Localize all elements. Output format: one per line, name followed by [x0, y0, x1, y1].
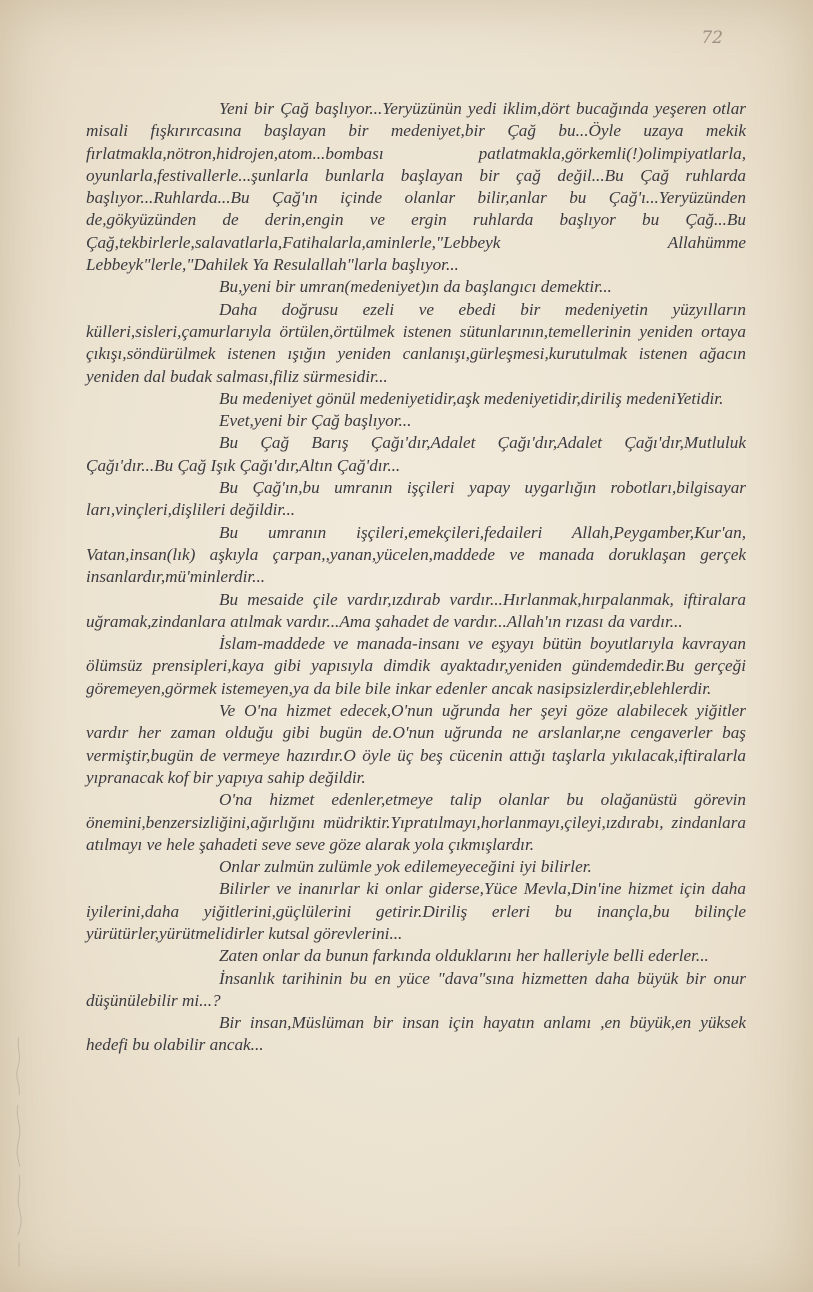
- body-text: [86, 98, 746, 1057]
- paragraph: Bu Çağ'ın,bu umranın işçileri yapay uygarlığın robotları,bilgisayar ları,vinçleri,dişlileri değildir...: [86, 478, 746, 520]
- paragraph: Bir insan,Müslüman bir insan için hayatın anlamı ,en büyük,en yüksek hedefi bu olabilir ancak...: [86, 1013, 746, 1055]
- paragraph: Ve O'na hizmet edecek,O'nun uğrunda her şeyi göze alabilecek yiğitler vardır her zaman olduğu gibi bugün de.O'nun uğrunda ne arslanlar,ne cengaverler baş vermiştir,bugün de vermeye hazırdır.O öyle üç beş cücenin attığı taşlarla yıkılacak,iftiralarla yıpranacak kof bir yapıya sahip değildir.: [86, 701, 746, 787]
- paragraph: Bu mesaide çile vardır,ızdırab vardır...Hırlanmak,hırpalanmak, iftiralara uğramak,zindanlara atılmak vardır...Ama şahadet de vardır...Allah'ın rızası da vardır...: [86, 589, 746, 631]
- margin-scribble: [10, 1035, 28, 1270]
- page-number: 72: [701, 28, 723, 48]
- paragraph: O'na hizmet edenler,etmeye talip olanlar bu olağanüstü görevin önemini,benzersizliğini,ağırlığını müdriktir.Yıpratılmayı,horlanmayı,çileyi,ızdırabı, zindanlara atılmayı ve hele şahadeti seve seve göze alarak yola çıkmışlardır.: [86, 790, 746, 854]
- paragraph: Bu medeniyet gönül medeniyetidir,aşk medeniyetidir,diriliş medeniYetidir.: [219, 388, 724, 408]
- paragraph: Bu Çağ Barış Çağı'dır,Adalet Çağı'dır,Adalet Çağı'dır,Mutluluk Çağı'dır...Bu Çağ Işık Çağı'dır,Altın Çağ'dır...: [86, 433, 746, 475]
- paragraph: İslam-maddede ve manada-insanı ve eşyayı bütün boyutlarıyla kavrayan ölümsüz prensipleri,kaya gibi yapısıyla dimdik ayaktadır,yeniden gündemdedir.Bu gerçeği göremeyen,görmek istemeyen,ya da bile bile inkar edenler ancak nasipsizlerdir,eblehlerdir.: [86, 634, 746, 698]
- paragraph: Bu,yeni bir umran(medeniyet)ın da başlangıcı demektir...: [219, 277, 612, 297]
- paragraph: Onlar zulmün zulümle yok edilemeyeceğini iyi bilirler.: [219, 857, 592, 877]
- paragraph: Bu umranın işçileri,emekçileri,fedaileri Allah,Peygamber,Kur'an, Vatan,insan(lık) aşkıyla çarpan,,yanan,yücelen,maddede ve manada doruklaşan gerçek insanlardır,mü'minlerdir...: [86, 522, 746, 587]
- paragraph: Daha doğrusu ezeli ve ebedi bir medeniyetin yüzyılların külleri,sisleri,çamurlarıyla örtülen,örtülmek istenen sütunlarının,temellerinin yeniden ortaya çıkışı,söndürülmek istenen ışığın yeniden canlanışı,gürleşmesi,kurutulmak istenen ağacın yeniden dal budak salması,filiz sürmesidir...: [86, 299, 746, 386]
- paragraph: Zaten onlar da bunun farkında olduklarını her halleriyle belli ederler...: [219, 946, 709, 966]
- paragraph: İnsanlık tarihinin bu en yüce "dava"sına hizmetten daha büyük bir onur düşünülebilir mi...?: [86, 968, 746, 1010]
- paragraph: Yeni bir Çağ başlıyor...Yeryüzünün yedi iklim,dört bucağında yeşeren otlar misali fışkırırcasına başlayan bir medeniyet,bir Çağ bu...Öyle uzaya mekik fırlatmakla,nötron,hidrojen,atom...bombası patlatmakla,görkemli(!)olimpiyatlarla, oyunlarla,festivallerle...şunlarla bunlarla başlayan bir çağ değil...Bu Çağ ruhlarda başlıyor...Ruhlarda...Bu Çağ'ın içinde olanlar bilir,anlar bu Çağ'ı...Yeryüzünden de,gökyüzünden de derin,engin ve ergin ruhlarda başlıyor bu Çağ...Bu Çağ,tekbirlerle,salavatlarla,Fatihalarla,aminlerle,"Lebbeyk Allahümme Lebbeyk"lerle,"Dahilek Ya Resulallah"larla başlıyor...: [86, 99, 746, 275]
- paragraph: Bilirler ve inanırlar ki onlar giderse,Yüce Mevla,Din'ine hizmet için daha iyilerini,daha yiğitlerini,güçlülerini getirir.Diriliş erleri bu inançla,bu bilinçle yürütürler,yürütmelidirler kutsal görevlerini...: [86, 879, 746, 943]
- paragraph: Evet,yeni bir Çağ başlıyor...: [219, 411, 412, 431]
